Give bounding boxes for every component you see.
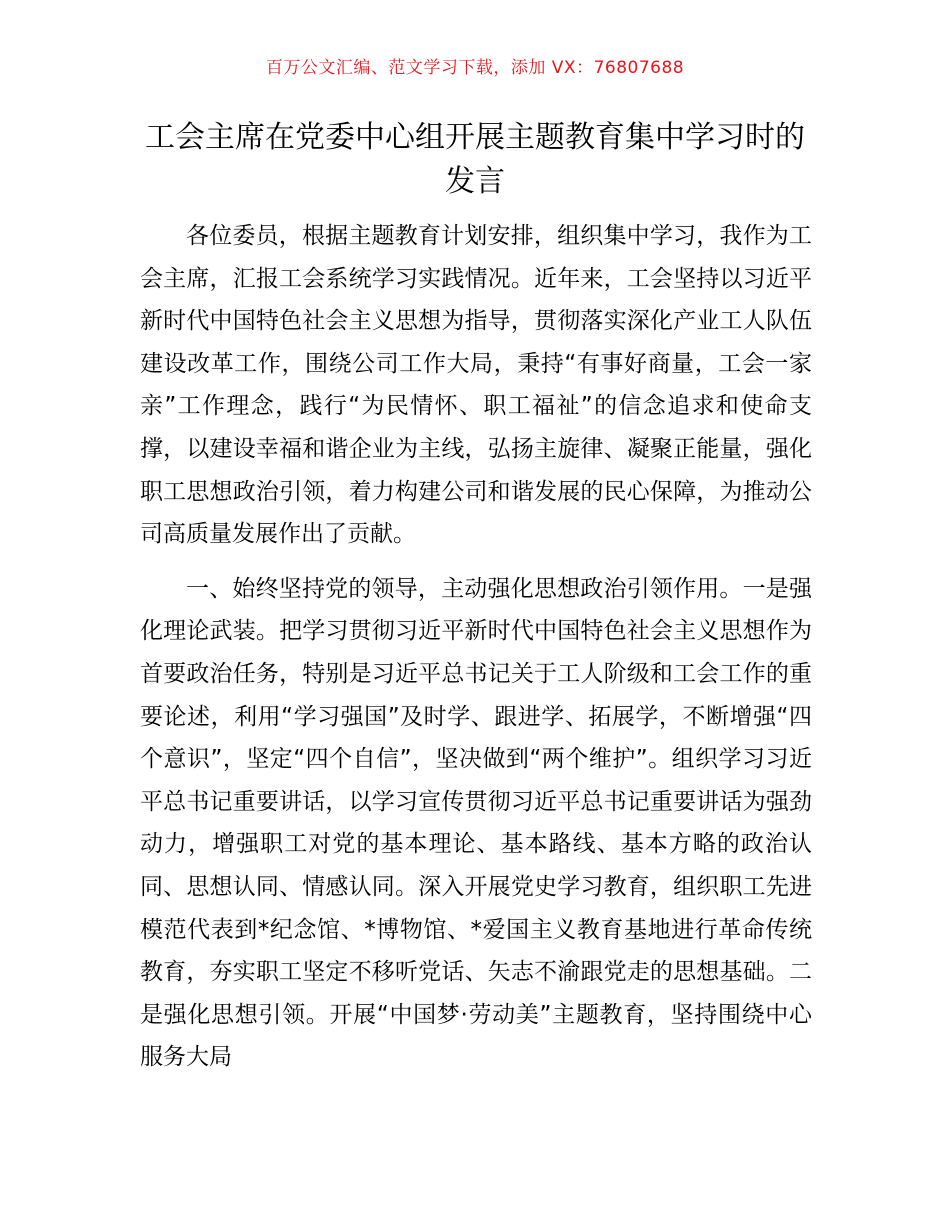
download-promo-banner: 百万公文汇编、范文学习下载，添加 VX：76807688 (265, 58, 685, 78)
body-paragraph-intro: 各位委员，根据主题教育计划安排，组织集中学习，我作为工会主席，汇报工会系统学习实践情况。近年来，工会坚持以习近平新时代中国特色社会主义思想为指导，贯彻落实深化产业工人队伍建设改革工作，围绕公司工作大局，秉持“有事好商量，工会一家亲”工作理念，践行“为民情怀、职工福祉”的信念追求和使命支撑，以建设幸福和谐企业为主线，弘扬主旋律、凝聚正能量，强化职工思想政治引领，着力构建公司和谐发展的民心保障，为推动公司高质量发展作出了贡献。 (140, 223, 812, 548)
document-title: 工会主席在党委中心组开展主题教育集中学习时的发言 (145, 120, 805, 199)
body-paragraph-section-1: 一、始终坚持党的领导，主动强化思想政治引领作用。一是强化理论武装。把学习贯彻习近平新时代中国特色社会主义思想作为首要政治任务，特别是习近平总书记关于工人阶级和工会工作的重要论述，利用“学习强国”及时学、跟进学、拓展学，不断增强“四个意识”，坚定“四个自信”，坚决做到“两个维护”。组织学习习近平总书记重要讲话，以学习宣传贯彻习近平总书记重要讲话为强劲动力，增强职工对党的基本理论、基本路线、基本方略的政治认同、思想认同、情感认同。深入开展党史学习教育，组织职工先进模范代表到*纪念馆、*博物馆、*爱国主义教育基地进行革命传统教育，夯实职工坚定不移听党话、矢志不渝跟党走的思想基础。二是强化思想引领。开展“中国梦·劳动美”主题教育，坚持围绕中心服务大局 (140, 575, 812, 1071)
document-body (140, 215, 812, 1091)
